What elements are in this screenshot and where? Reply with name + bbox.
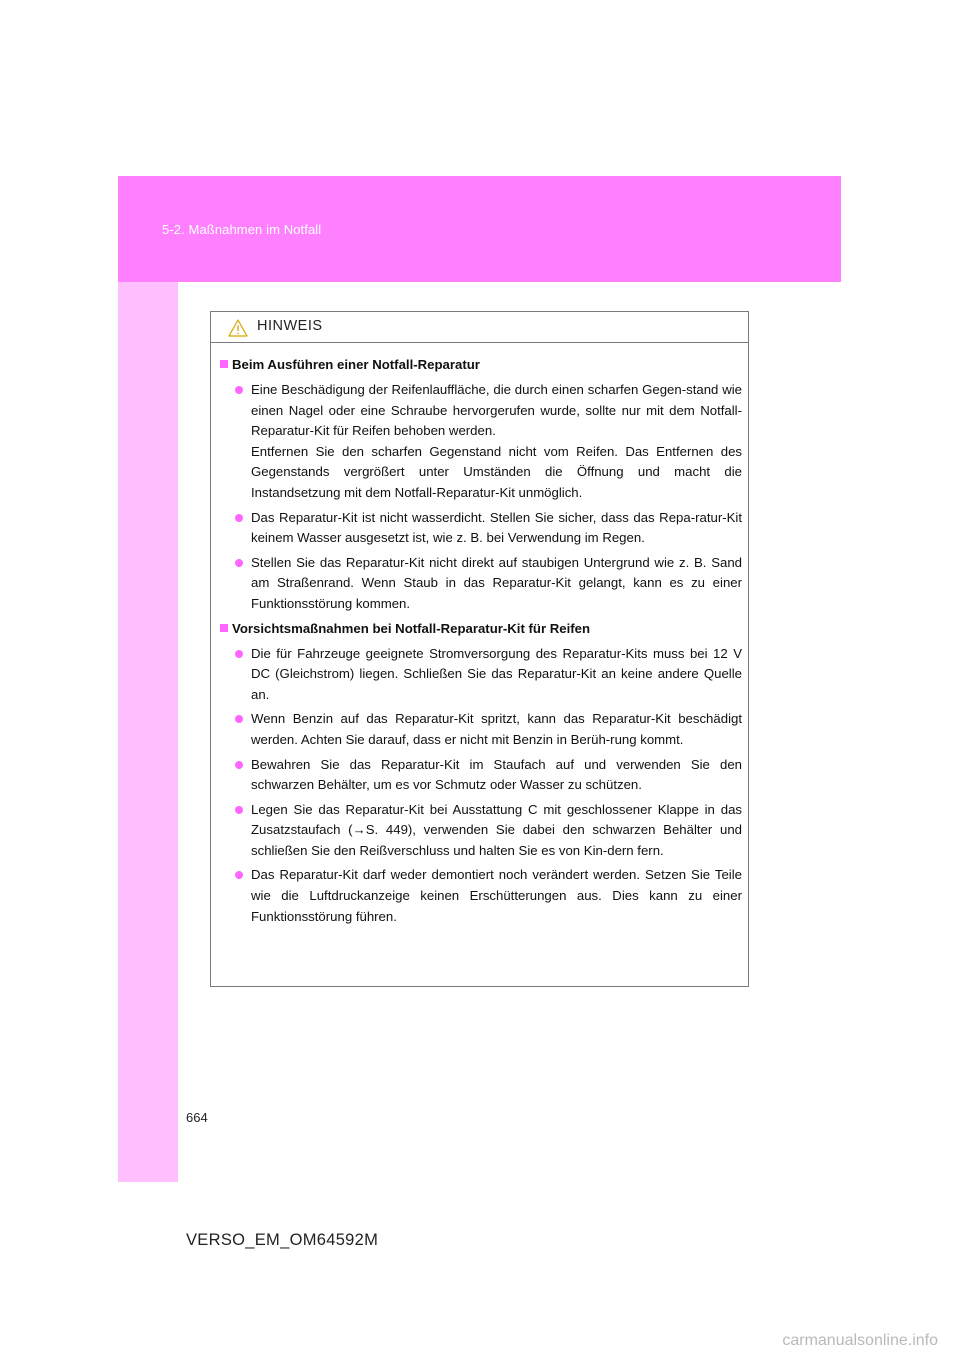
circle-bullet-icon (235, 386, 243, 394)
item-paragraph: Wenn Benzin auf das Reparatur-Kit spritzt, kann das Reparatur-Kit beschädigt werden. Achten Sie darauf, dass er nicht mit Benzin in Berüh-rung kommt. (251, 711, 742, 747)
notice-title: HINWEIS (257, 318, 323, 334)
circle-bullet-icon (235, 806, 243, 814)
circle-bullet-icon (235, 514, 243, 522)
chapter-margin-band (118, 282, 178, 1182)
item-paragraph: Die für Fahrzeuge geeignete Stromversorgung des Reparatur-Kits muss bei 12 V DC (Gleichstrom) liegen. Schließen Sie das Reparatur-Kit an keine andere Quelle an. (251, 645, 742, 702)
item-paragraph: Stellen Sie das Reparatur-Kit nicht direkt auf staubigen Untergrund wie z. B. Sand am Straßenrand. Wenn Staub in das Reparatur-Kit gelangt, kann es zu einer Funktionsstörung kommen. (251, 554, 742, 611)
notice-body (211, 343, 748, 927)
square-bullet-icon (220, 360, 228, 368)
section-heading-text: Beim Ausführen einer Notfall-Reparatur (232, 357, 480, 372)
item-paragraph: Legen Sie das Reparatur-Kit bei Ausstattung C mit geschlossener Klappe in das Zusatzstaufach (→S. 449), verwenden Sie dabei den schwarzen Behälter und schließen Sie den Reißverschluss und halten Sie es von Kin-dern fern. (251, 801, 742, 858)
section-heading (220, 355, 742, 374)
notice-box (210, 311, 749, 987)
watermark: carmanualsonline.info (782, 1332, 938, 1349)
circle-bullet-icon (235, 761, 243, 769)
circle-bullet-icon (235, 871, 243, 879)
list-item (220, 709, 742, 750)
warning-triangle-icon (228, 319, 248, 337)
list-item (220, 380, 742, 504)
list-item (220, 755, 742, 796)
page-number: 664 (186, 1110, 208, 1125)
document-code: VERSO_EM_OM64592M (186, 1231, 379, 1249)
circle-bullet-icon (235, 715, 243, 723)
circle-bullet-icon (235, 650, 243, 658)
list-item (220, 508, 742, 549)
list-item (220, 800, 742, 862)
section-heading-text: Vorsichtsmaßnahmen bei Notfall-Reparatur-Kit für Reifen (232, 620, 591, 636)
item-paragraph: Das Reparatur-Kit ist nicht wasserdicht. Stellen Sie sicher, dass das Repa-ratur-Kit keinem Wasser ausgesetzt ist, wie z. B. bei Verwendung im Regen. (251, 509, 742, 546)
square-bullet-icon (220, 624, 228, 632)
list-item (220, 644, 742, 706)
list-item (220, 865, 742, 927)
item-paragraph: Eine Beschädigung der Reifenlauffläche, die durch einen scharfen Gegen-stand wie einen Nagel oder eine Schraube hervorgerufen wurde, sollte nur mit dem Notfall-Reparatur-Kit für Reifen behoben werden. (251, 382, 742, 439)
notice-header (211, 312, 748, 343)
item-paragraph: Bewahren Sie das Reparatur-Kit im Staufach auf und verwenden Sie den schwarzen Behälter, um es vor Schmutz oder Wasser zu schützen. (251, 756, 742, 793)
section-title: 5-2. Maßnahmen im Notfall (162, 222, 322, 237)
list-item (220, 553, 742, 615)
section-heading (220, 619, 742, 638)
item-paragraph: Entfernen Sie den scharfen Gegenstand nicht vom Reifen. Das Entfernen des Gegenstands vergrößert unter Umständen die Öffnung und macht die Instandsetzung mit dem Notfall-Reparatur-Kit unmöglich. (251, 443, 742, 500)
circle-bullet-icon (235, 559, 243, 567)
item-paragraph: Das Reparatur-Kit darf weder demontiert noch verändert werden. Setzen Sie Teile wie die Luftdruckanzeige keinen Erschütterungen aus. Dies kann zu einer Funktionsstörung führen. (251, 867, 742, 924)
